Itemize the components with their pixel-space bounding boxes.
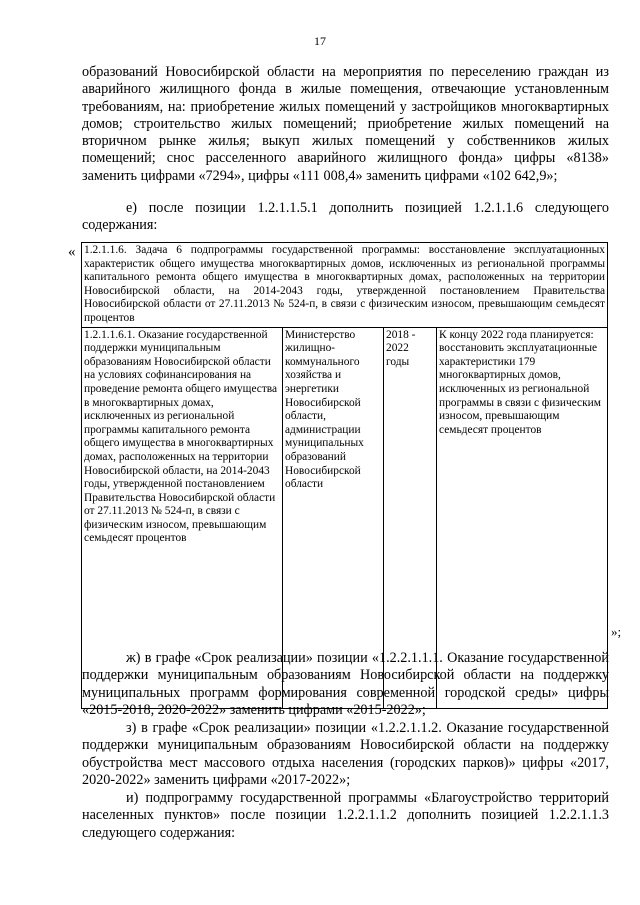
table-header-row xyxy=(82,243,608,328)
paragraph-zh: ж) в графе «Срок реализации» позиции «1.2.2.1.1.1. Оказание государственной поддержки муниципальным образованиям Новосибирской области на поддержку муниципальных программ формирования современной городской среды» цифры «2015-2018, 2020-2022» заменить цифрами «2015-2022»; xyxy=(82,650,609,718)
paragraph-e: е) после позиции 1.2.1.1.5.1 дополнить позицией 1.2.1.1.6 следующего содержания: xyxy=(82,200,609,234)
result-cell: К концу 2022 года планируется: восстановить эксплуатационные характеристики 179 многоквартирных домов, исключенных из региональной программы в связи с физическим износом, превышающим семьдесят процентов xyxy=(437,327,608,708)
program-position-table xyxy=(81,242,608,709)
executor-cell: Министерство жилищно-коммунального хозяйства и энергетики Новосибирской области, администрации муниципальных образований Новосибирской области xyxy=(283,327,384,708)
opening-quote-mark: « xyxy=(68,244,76,260)
page-number: 17 xyxy=(314,34,326,48)
period-cell: 2018 - 2022 годы xyxy=(384,327,437,708)
paragraph-i: и) подпрограмму государственной программы «Благоустройство территорий населенных пунктов» после позиции 1.2.2.1.1.2 дополнить позицией 1.2.2.1.1.3 следующего содержания: xyxy=(82,790,609,841)
closing-quote-mark: »; xyxy=(611,624,622,639)
paragraph-z: з) в графе «Срок реализации» позиции «1.2.2.1.1.2. Оказание государственной поддержки муниципальным образованиям Новосибирской области на поддержку обустройства мест массового отдыха населения (городских парков)» цифры «2017, 2020-2022» заменить цифрами «2017-2022»; xyxy=(82,720,609,788)
paragraph-d-continuation: образований Новосибирской области на мероприятия по переселению граждан из аварийного жилищного фонда в жилые помещения, отвечающие установленным требованиям, на: приобретение жилых помещений у застройщиков многоквартирных домов; строительство жилых помещений; приобретение жилых помещений на вторичном рынке жилья; выкуп жилых помещений у собственников жилых помещений; снос расселенного аварийного жилищного фонда» цифры «8138» заменить цифрами «7294», цифры «111 008,4» заменить цифрами «102 642,9»; xyxy=(82,64,609,184)
task-header-cell: 1.2.1.1.6. Задача 6 подпрограммы государственной программы: восстановление эксплуатационных характеристик общего имущества многоквартирных домов, исключенных из региональной программы капитального ремонта общего имущества в многоквартирных домах, расположенных на территории Новосибирской области, на 2014-2043 годы, утвержденной постановлением Правительства Новосибирской области от 27.11.2013 № 524-п, в связи с физическим износом, превышающим семьдесят процентов xyxy=(82,243,608,328)
measure-cell: 1.2.1.1.6.1. Оказание государственной поддержки муниципальным образованиям Новосибирской области на условиях софинансирования на проведение ремонта общего имущества в многоквартирных домах, исключенных из региональной программы капитального ремонта общего имущества в многоквартирных домах, расположенных на территории Новосибирской области, на 2014-2043 годы, утвержденной постановлением Правительства Новосибирской области от 27.11.2013 № 524-п, в связи с физическим износом, превышающим семьдесят процентов xyxy=(82,327,283,708)
